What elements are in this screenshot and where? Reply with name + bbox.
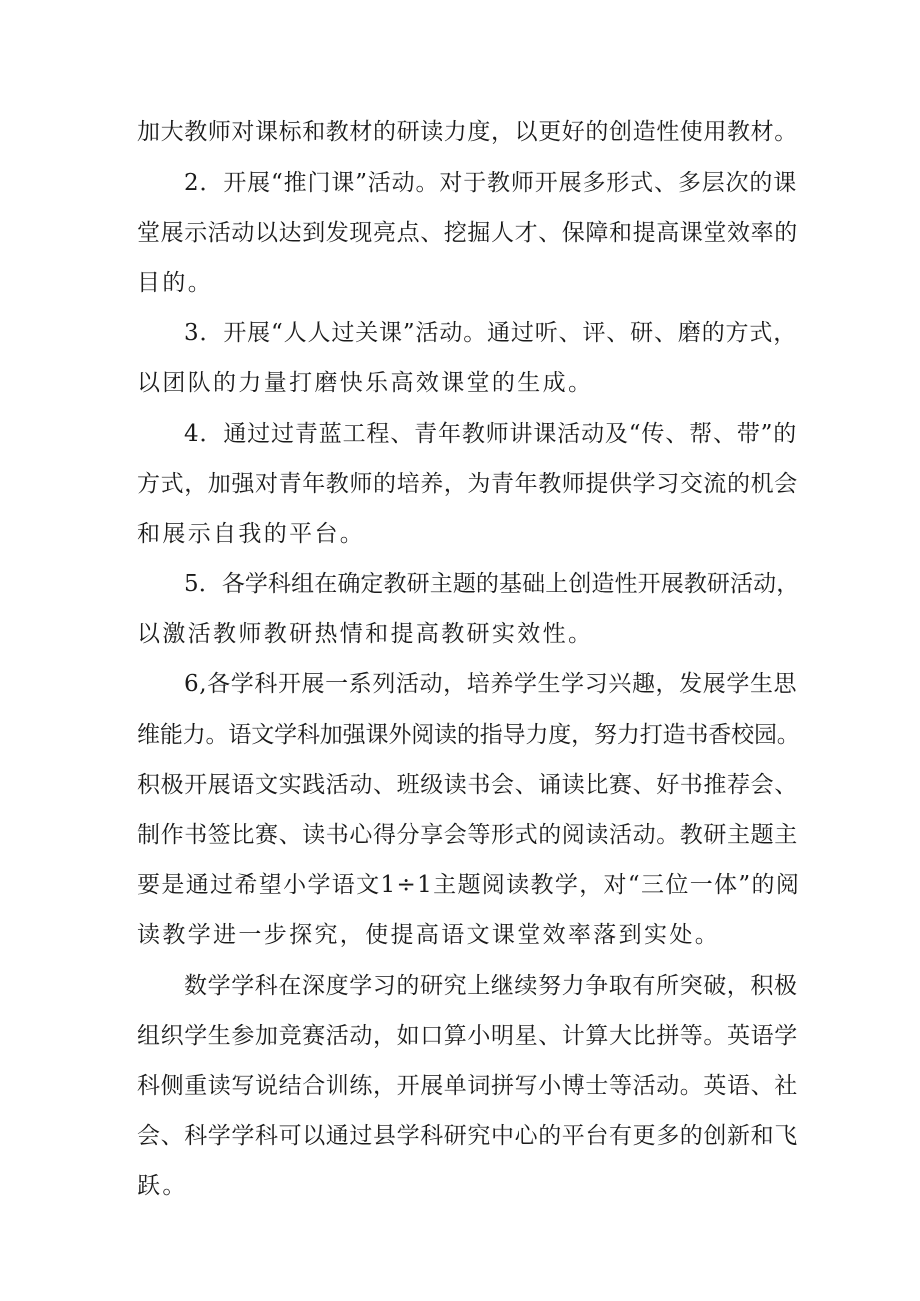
text-line-11: 以激活教师教研热情和提高教研实效性。 (137, 621, 594, 647)
text-line-13: 维能力。语文学科加强课外阅读的指导力度，努力打造书香校园。 (137, 722, 800, 748)
text-line-10: 5．各学科组在确定教研主题的基础上创造性开展教研活动， (184, 571, 800, 597)
text-line-3: 堂展示活动以达到发现亮点、挖掘人才、保障和提高课堂效率的 (137, 220, 798, 246)
text-line-15: 制作书签比赛、读书心得分享会等形式的阅读活动。教研主题主 (137, 822, 798, 848)
text-line-9: 和展示自我的平台。 (137, 521, 366, 547)
text-line-2: 2．开展“推门课”活动。对于教师开展多形式、多层次的课 (184, 170, 798, 196)
text-line-14: 积极开展语文实践活动、班级读书会、诵读比赛、好书推荐会、 (137, 772, 798, 798)
text-line-19: 组织学生参加竞赛活动，如口算小明星、计算大比拼等。英语学 (137, 1023, 798, 1049)
text-line-7: 4．通过过青蓝工程、青年教师讲课活动及“传、帮、带”的 (184, 421, 798, 447)
text-line-4: 目的。 (137, 270, 214, 296)
text-line-20: 科侧重读写说结合训练，开展单词拼写小博士等活动。英语、社 (137, 1073, 798, 1099)
text-line-8: 方式，加强对青年教师的培养，为青年教师提供学习交流的机会 (137, 471, 798, 497)
text-line-6: 以团队的力量打磨快乐高效课堂的生成。 (137, 370, 594, 396)
text-line-16: 要是通过希望小学语文1÷1主题阅读教学，对“三位一体”的阅 (137, 872, 801, 898)
text-line-18: 数学学科在深度学习的研究上继续努力争取有所突破，积极 (184, 973, 798, 999)
text-line-12: 6,各学科开展一系列活动，培养学生学习兴趣，发展学生思 (184, 671, 798, 697)
text-line-21: 会、科学学科可以通过县学科研究中心的平台有更多的创新和飞 (137, 1123, 798, 1149)
text-line-22: 跃。 (137, 1173, 188, 1199)
text-line-1: 加大教师对课标和教材的研读力度，以更好的创造性使用教材。 (137, 119, 798, 145)
text-line-17: 读教学进一步探究，使提高语文课堂效率落到实处。 (137, 922, 721, 948)
text-line-5: 3．开展“人人过关课”活动。通过听、评、研、磨的方式， (184, 320, 798, 346)
